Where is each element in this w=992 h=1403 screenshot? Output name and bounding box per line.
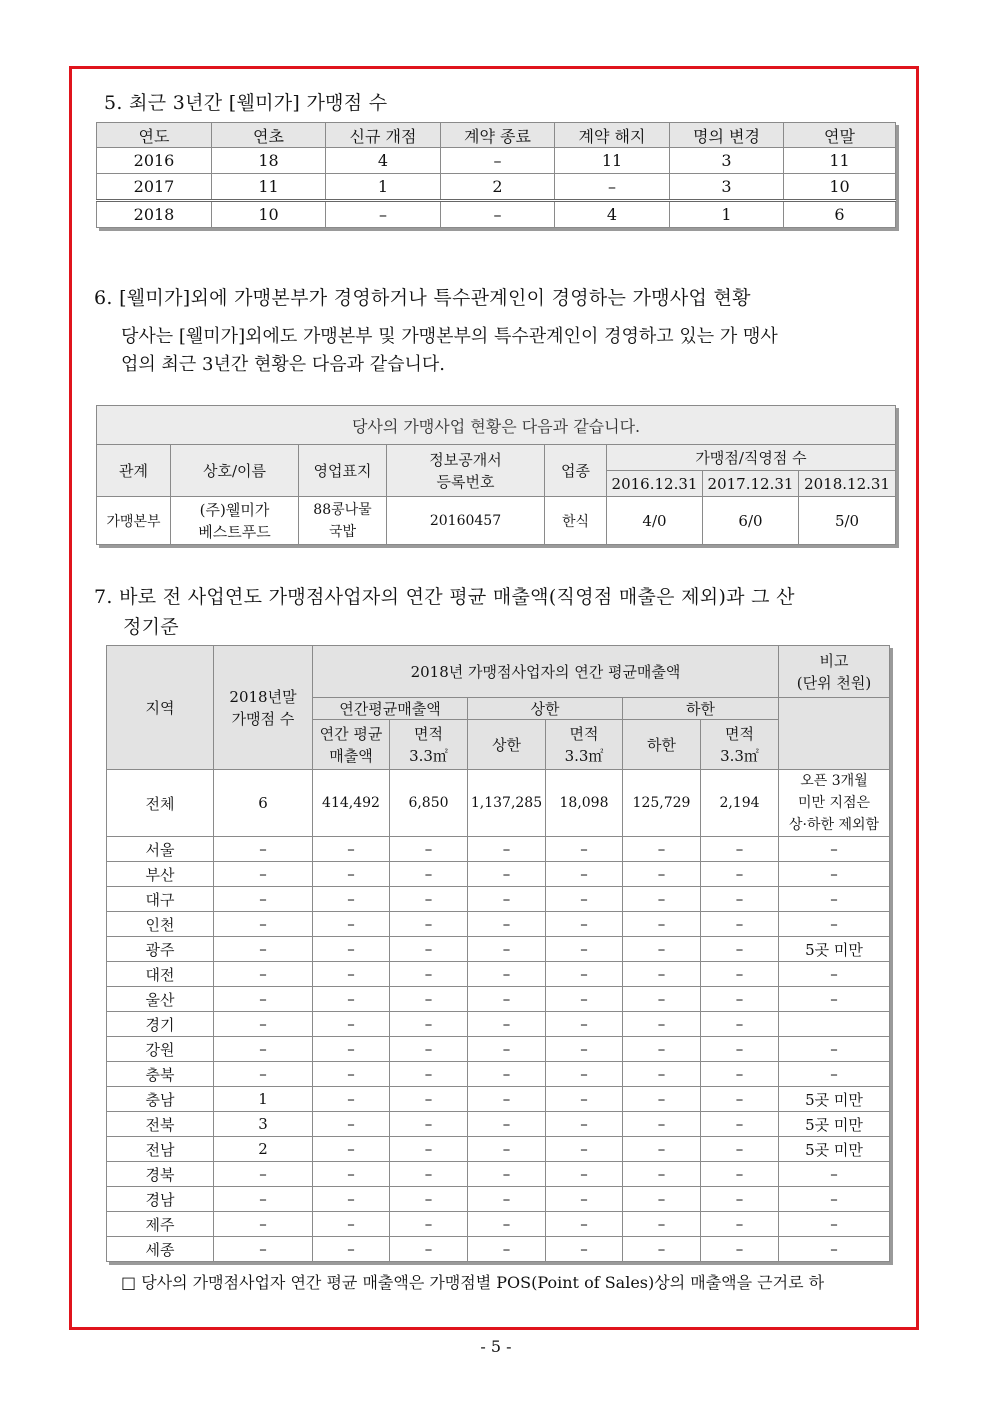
cell-name-line1: (주)웰미가 <box>199 500 270 519</box>
region-row <box>107 862 890 887</box>
table-cell: – <box>214 1062 313 1087</box>
table-cell: – <box>623 1012 701 1037</box>
table-cell: – <box>546 962 623 987</box>
cell-upper: 1,137,285 <box>468 770 546 837</box>
cell-registration: 20160457 <box>387 497 545 545</box>
table-cell: – <box>313 1137 390 1162</box>
region-row <box>107 1187 890 1212</box>
table-cell: – <box>313 887 390 912</box>
header-registration-line1: 정보공개서 <box>429 450 502 469</box>
header-date-2016: 2016.12.31 <box>607 471 703 497</box>
cell-mark-line1: 88콩나물 <box>313 501 372 518</box>
header-lower: 하한 <box>623 720 701 770</box>
other-franchise-table <box>96 405 896 545</box>
table-cell: – <box>701 1212 779 1237</box>
table-cell: – <box>701 937 779 962</box>
table-cell: – <box>623 887 701 912</box>
table-cell: – <box>390 937 468 962</box>
table-cell: – <box>468 1237 546 1262</box>
cell-relation: 가맹본부 <box>97 497 171 545</box>
table-cell: – <box>468 1112 546 1137</box>
table-cell: – <box>214 1162 313 1187</box>
region-row <box>107 1212 890 1237</box>
table-cell: – <box>390 862 468 887</box>
table-cell: – <box>313 1187 390 1212</box>
cell-region: 서울 <box>107 837 214 862</box>
table-cell: – <box>555 174 670 201</box>
table-cell: – <box>390 1087 468 1112</box>
table-cell: 3 <box>214 1112 313 1137</box>
cell-region: 경기 <box>107 1012 214 1037</box>
table-cell: – <box>779 912 890 937</box>
table-cell: 2018 <box>97 201 212 228</box>
table-cell: – <box>468 862 546 887</box>
table-cell: – <box>390 1062 468 1087</box>
cell-lower: 125,729 <box>623 770 701 837</box>
table-cell: 3 <box>670 148 784 174</box>
table-cell: – <box>468 837 546 862</box>
average-sales-table <box>106 645 890 1262</box>
region-row <box>107 937 890 962</box>
table-cell: – <box>701 1087 779 1112</box>
cell-region: 대전 <box>107 962 214 987</box>
table-cell: – <box>468 1137 546 1162</box>
table-cell: – <box>779 837 890 862</box>
header-store-count: 가맹점/직영점 수 <box>607 445 896 471</box>
table-header-row <box>97 123 896 148</box>
table-cell: – <box>623 1037 701 1062</box>
table-cell: – <box>779 987 890 1012</box>
table-cell: – <box>623 1187 701 1212</box>
table-cell: – <box>701 912 779 937</box>
table-cell: – <box>546 862 623 887</box>
table-cell: – <box>779 1162 890 1187</box>
table-cell: – <box>390 1137 468 1162</box>
header-area-unit: 3.3㎡ <box>409 746 448 765</box>
header-avg-sales-line2: 매출액 <box>329 746 373 765</box>
header-store-count <box>214 646 313 770</box>
total-row <box>107 770 890 837</box>
table-cell: – <box>779 1237 890 1262</box>
table-cell: – <box>779 1062 890 1087</box>
header-cell: 신규 개점 <box>326 123 441 148</box>
cell-region: 광주 <box>107 937 214 962</box>
table-cell: – <box>313 1062 390 1087</box>
header-area-label: 면적 <box>725 724 754 743</box>
table-cell: – <box>468 1187 546 1212</box>
table-cell: 4 <box>326 148 441 174</box>
cell-region: 울산 <box>107 987 214 1012</box>
table-cell: – <box>313 1112 390 1137</box>
table-cell: – <box>313 837 390 862</box>
table-cell: 2016 <box>97 148 212 174</box>
table-cell: – <box>701 837 779 862</box>
header-avg-sales-line1: 연간 평균 <box>319 724 383 743</box>
header-cell: 연초 <box>212 123 326 148</box>
table-cell: 10 <box>212 201 326 228</box>
table-cell: – <box>326 201 441 228</box>
table-cell: – <box>468 1037 546 1062</box>
franchise-count-table <box>96 122 896 228</box>
section-6-title: 6. [웰미가]외에 가맹본부가 경영하거나 특수관계인이 경영하는 가맹사업 현황 <box>94 287 751 309</box>
table-cell: – <box>546 1137 623 1162</box>
table-cell: – <box>546 1087 623 1112</box>
table-cell: – <box>546 1062 623 1087</box>
table-cell: – <box>623 862 701 887</box>
table-cell: – <box>623 912 701 937</box>
table-cell: – <box>701 1012 779 1037</box>
header-lower-area <box>701 720 779 770</box>
table-cell: 1 <box>326 174 441 201</box>
cell-note <box>779 770 890 837</box>
table-cell: – <box>313 912 390 937</box>
table-cell: – <box>390 1012 468 1037</box>
header-avg-area <box>390 720 468 770</box>
header-upper-area <box>546 720 623 770</box>
header-cell: 연도 <box>97 123 212 148</box>
table-cell: 1 <box>214 1087 313 1112</box>
cell-region: 대구 <box>107 887 214 912</box>
table-cell: – <box>390 837 468 862</box>
cell-region: 전북 <box>107 1112 214 1137</box>
table-cell: – <box>701 1237 779 1262</box>
region-row <box>107 912 890 937</box>
table-cell: 2 <box>214 1137 313 1162</box>
cell-note-line2: 미만 지점은 <box>797 795 871 811</box>
header-note-line1: 비고 <box>819 651 849 670</box>
region-row <box>107 1112 890 1137</box>
header-cell: 명의 변경 <box>670 123 784 148</box>
cell-region: 세종 <box>107 1237 214 1262</box>
table-row <box>97 201 896 228</box>
section-6-paragraph-line1: 당사는 [웰미가]외에도 가맹본부 및 가맹본부의 특수관계인이 경영하고 있는 가 맹사 <box>121 326 778 347</box>
page-number: - 5 - <box>480 1337 512 1356</box>
region-row <box>107 1087 890 1112</box>
table-cell: – <box>313 1212 390 1237</box>
header-area-unit: 3.3㎡ <box>720 746 759 765</box>
cell-region: 인천 <box>107 912 214 937</box>
table-cell: – <box>623 1062 701 1087</box>
table-cell: – <box>468 887 546 912</box>
table-cell: – <box>546 1237 623 1262</box>
region-row <box>107 1012 890 1037</box>
table-cell: – <box>701 1062 779 1087</box>
table-cell: – <box>546 1187 623 1212</box>
table-cell: 5곳 미만 <box>779 1137 890 1162</box>
table-cell: 11 <box>212 174 326 201</box>
table-cell: – <box>390 962 468 987</box>
table-cell: – <box>468 912 546 937</box>
region-row <box>107 837 890 862</box>
table-cell: – <box>701 1162 779 1187</box>
table-cell: – <box>313 962 390 987</box>
header-area-label: 면적 <box>414 724 443 743</box>
cell-region: 경북 <box>107 1162 214 1187</box>
table-cell: – <box>779 1212 890 1237</box>
table-cell: – <box>214 862 313 887</box>
table-cell: – <box>468 1062 546 1087</box>
cell-region: 강원 <box>107 1037 214 1062</box>
region-row <box>107 962 890 987</box>
table-cell: – <box>546 937 623 962</box>
cell-count-2018: 5/0 <box>799 497 896 545</box>
header-name: 상호/이름 <box>171 445 299 497</box>
cell-count-2017: 6/0 <box>703 497 799 545</box>
header-upper-group: 상한 <box>468 698 623 720</box>
cell-region: 전체 <box>107 770 214 837</box>
table-cell: 5곳 미만 <box>779 1112 890 1137</box>
table-cell: – <box>779 887 890 912</box>
cell-region: 부산 <box>107 862 214 887</box>
header-registration <box>387 445 545 497</box>
table-cell: – <box>623 937 701 962</box>
header-store-count-line2: 가맹점 수 <box>231 709 295 728</box>
table-cell: – <box>623 1212 701 1237</box>
table-cell: – <box>214 1212 313 1237</box>
header-registration-line2: 등록번호 <box>436 472 495 491</box>
table-cell: – <box>546 1212 623 1237</box>
table-cell: – <box>701 962 779 987</box>
table-cell: – <box>701 862 779 887</box>
table-cell: – <box>546 837 623 862</box>
table-cell: 2017 <box>97 174 212 201</box>
table-cell: – <box>701 987 779 1012</box>
table-cell: – <box>214 1012 313 1037</box>
table-row <box>97 148 896 174</box>
table-cell: 10 <box>784 174 896 201</box>
table-cell: – <box>313 1037 390 1062</box>
table-cell: – <box>214 912 313 937</box>
table-cell: – <box>546 1037 623 1062</box>
cell-name-line2: 베스트푸드 <box>198 522 271 541</box>
header-lower-group: 하한 <box>623 698 779 720</box>
table-cell: – <box>701 1137 779 1162</box>
header-area-label: 면적 <box>569 724 599 743</box>
cell-avg: 414,492 <box>313 770 390 837</box>
table-cell: – <box>779 862 890 887</box>
cell-avg-area: 6,850 <box>390 770 468 837</box>
table-cell: – <box>390 987 468 1012</box>
table-cell: – <box>623 1162 701 1187</box>
cell-name <box>171 497 299 545</box>
region-row <box>107 1062 890 1087</box>
table-caption: 당사의 가맹사업 현황은 다음과 같습니다. <box>97 406 896 445</box>
table-cell: – <box>623 987 701 1012</box>
table-cell: – <box>214 987 313 1012</box>
table-cell: – <box>623 1237 701 1262</box>
table-cell: – <box>468 987 546 1012</box>
table-cell: – <box>468 1087 546 1112</box>
header-upper: 상한 <box>468 720 546 770</box>
table-cell: – <box>468 1162 546 1187</box>
table-cell: – <box>441 148 555 174</box>
table-cell: – <box>214 1037 313 1062</box>
table-cell: – <box>779 1037 890 1062</box>
table-cell: – <box>313 1087 390 1112</box>
footnote: □ 당사의 가맹점사업자 연간 평균 매출액은 가맹점별 POS(Point of Sales)상의 매출액을 근거로 하 <box>121 1273 825 1292</box>
header-avg-sales <box>313 720 390 770</box>
table-cell: – <box>701 1037 779 1062</box>
table-cell: – <box>546 1012 623 1037</box>
header-note <box>779 646 890 698</box>
table-cell: – <box>390 887 468 912</box>
header-date-2017: 2017.12.31 <box>703 471 799 497</box>
header-average-sales: 2018년 가맹점사업자의 연간 평균매출액 <box>313 646 779 698</box>
header-date-2018: 2018.12.31 <box>799 471 896 497</box>
cell-business-type: 한식 <box>545 497 607 545</box>
table-cell: – <box>214 1237 313 1262</box>
table-cell: 18 <box>212 148 326 174</box>
table-cell: 11 <box>555 148 670 174</box>
cell-mark <box>299 497 387 545</box>
header-note-blank <box>779 698 890 770</box>
cell-mark-line2: 국밥 <box>328 523 357 540</box>
section-6-paragraph-line2: 업의 최근 3년간 현황은 다음과 같습니다. <box>121 354 445 375</box>
cell-note-line1: 오픈 3개월 <box>800 773 868 789</box>
table-cell: – <box>546 987 623 1012</box>
table-cell: 5곳 미만 <box>779 937 890 962</box>
table-cell: – <box>313 987 390 1012</box>
table-cell: – <box>701 1112 779 1137</box>
table-cell: – <box>214 937 313 962</box>
table-cell: – <box>468 1012 546 1037</box>
table-cell: – <box>313 937 390 962</box>
table-cell: – <box>623 1137 701 1162</box>
table-cell: 2 <box>441 174 555 201</box>
cell-region: 전남 <box>107 1137 214 1162</box>
table-cell <box>779 1012 890 1037</box>
table-cell: – <box>390 1037 468 1062</box>
table-cell: – <box>623 1087 701 1112</box>
region-row <box>107 1162 890 1187</box>
table-cell: – <box>390 912 468 937</box>
cell-upper-area: 18,098 <box>546 770 623 837</box>
cell-note-line3: 상·하한 제외함 <box>788 817 880 833</box>
cell-region: 제주 <box>107 1212 214 1237</box>
cell-region: 충남 <box>107 1087 214 1112</box>
table-cell: 1 <box>670 201 784 228</box>
cell-lower-area: 2,194 <box>701 770 779 837</box>
table-cell: 5곳 미만 <box>779 1087 890 1112</box>
table-cell: – <box>701 887 779 912</box>
section-5-title: 5. 최근 3년간 [웰미가] 가맹점 수 <box>104 92 388 114</box>
table-cell: – <box>779 1187 890 1212</box>
table-cell: – <box>441 201 555 228</box>
header-relation: 관계 <box>97 445 171 497</box>
table-cell: – <box>313 1237 390 1262</box>
cell-region: 경남 <box>107 1187 214 1212</box>
table-cell: – <box>313 862 390 887</box>
table-cell: – <box>468 1212 546 1237</box>
header-mark: 영업표지 <box>299 445 387 497</box>
header-store-count-line1: 2018년말 <box>229 687 297 706</box>
table-cell: 11 <box>784 148 896 174</box>
header-business-type: 업종 <box>545 445 607 497</box>
table-cell: – <box>214 837 313 862</box>
header-note-line2: (단위 천원) <box>796 673 872 692</box>
table-cell: – <box>468 937 546 962</box>
cell-region: 충북 <box>107 1062 214 1087</box>
section-7-title-line2: 정기준 <box>123 616 179 638</box>
table-cell: – <box>390 1112 468 1137</box>
table-cell: – <box>546 912 623 937</box>
table-cell: – <box>546 1162 623 1187</box>
header-cell: 계약 해지 <box>555 123 670 148</box>
region-row <box>107 1037 890 1062</box>
header-cell: 연말 <box>784 123 896 148</box>
table-cell: – <box>623 1112 701 1137</box>
table-cell: – <box>390 1162 468 1187</box>
region-row <box>107 1237 890 1262</box>
cell-count-2016: 4/0 <box>607 497 703 545</box>
table-cell: – <box>779 962 890 987</box>
region-row <box>107 1137 890 1162</box>
table-cell: – <box>390 1187 468 1212</box>
table-cell: – <box>468 962 546 987</box>
table-cell: – <box>313 1162 390 1187</box>
table-cell: – <box>390 1212 468 1237</box>
table-cell: 4 <box>555 201 670 228</box>
table-cell: – <box>390 1237 468 1262</box>
table-row <box>97 174 896 201</box>
table-cell: 3 <box>670 174 784 201</box>
region-row <box>107 987 890 1012</box>
table-cell: – <box>623 837 701 862</box>
table-cell: – <box>214 962 313 987</box>
table-cell: – <box>214 1187 313 1212</box>
header-area-unit: 3.3㎡ <box>564 746 604 765</box>
header-cell: 계약 종료 <box>441 123 555 148</box>
table-cell: – <box>214 887 313 912</box>
table-cell: – <box>546 887 623 912</box>
table-cell: – <box>701 1187 779 1212</box>
table-cell: – <box>313 1012 390 1037</box>
section-7-title-line1: 7. 바로 전 사업연도 가맹점사업자의 연간 평균 매출액(직영점 매출은 제외)과 그 산 <box>94 586 795 608</box>
table-cell: 6 <box>784 201 896 228</box>
table-cell: – <box>623 962 701 987</box>
table-cell: – <box>546 1112 623 1137</box>
header-region: 지역 <box>107 646 214 770</box>
region-row <box>107 887 890 912</box>
cell-count: 6 <box>214 770 313 837</box>
header-average-group: 연간평균매출액 <box>313 698 468 720</box>
